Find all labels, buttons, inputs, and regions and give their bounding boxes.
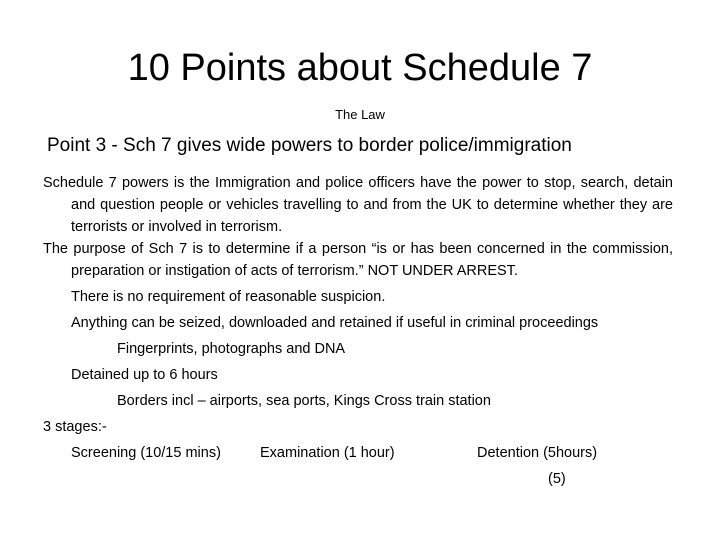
point-seizure: Anything can be seized, downloaded and retained if useful in criminal proceedings xyxy=(71,315,599,331)
stages-row xyxy=(43,442,673,464)
point-heading: Point 3 - Sch 7 gives wide powers to border police/immigration xyxy=(47,135,572,156)
point-borders: Borders incl – airports, sea ports, Kings Cross train station xyxy=(117,393,491,409)
stage-examination: Examination (1 hour) xyxy=(260,445,395,461)
slide-title: 10 Points about Schedule 7 xyxy=(127,47,593,89)
slide-body xyxy=(43,172,673,490)
point-biometrics: Fingerprints, photographs and DNA xyxy=(117,341,346,357)
point-detention: Detained up to 6 hours xyxy=(71,367,218,383)
paragraph-purpose: The purpose of Sch 7 is to determine if a person “is or has been concerned in the commission, preparation or instigation of acts of terrorism.” NOT UNDER ARREST. xyxy=(43,241,673,279)
paragraph-powers: Schedule 7 powers is the Immigration and police officers have the power to stop, search, detain and question people or vehicles travelling to and from the UK to determine whether they are terrorists or involved in terrorism. xyxy=(43,175,673,235)
stages-label: 3 stages:- xyxy=(43,419,107,435)
stage-detention: Detention (5hours) xyxy=(477,445,598,461)
reference-footnote: (5) xyxy=(548,471,566,487)
stage-screening: Screening (10/15 mins) xyxy=(71,445,221,461)
point-no-suspicion: There is no requirement of reasonable suspicion. xyxy=(71,289,386,305)
slide-subtitle: The Law xyxy=(335,107,385,122)
